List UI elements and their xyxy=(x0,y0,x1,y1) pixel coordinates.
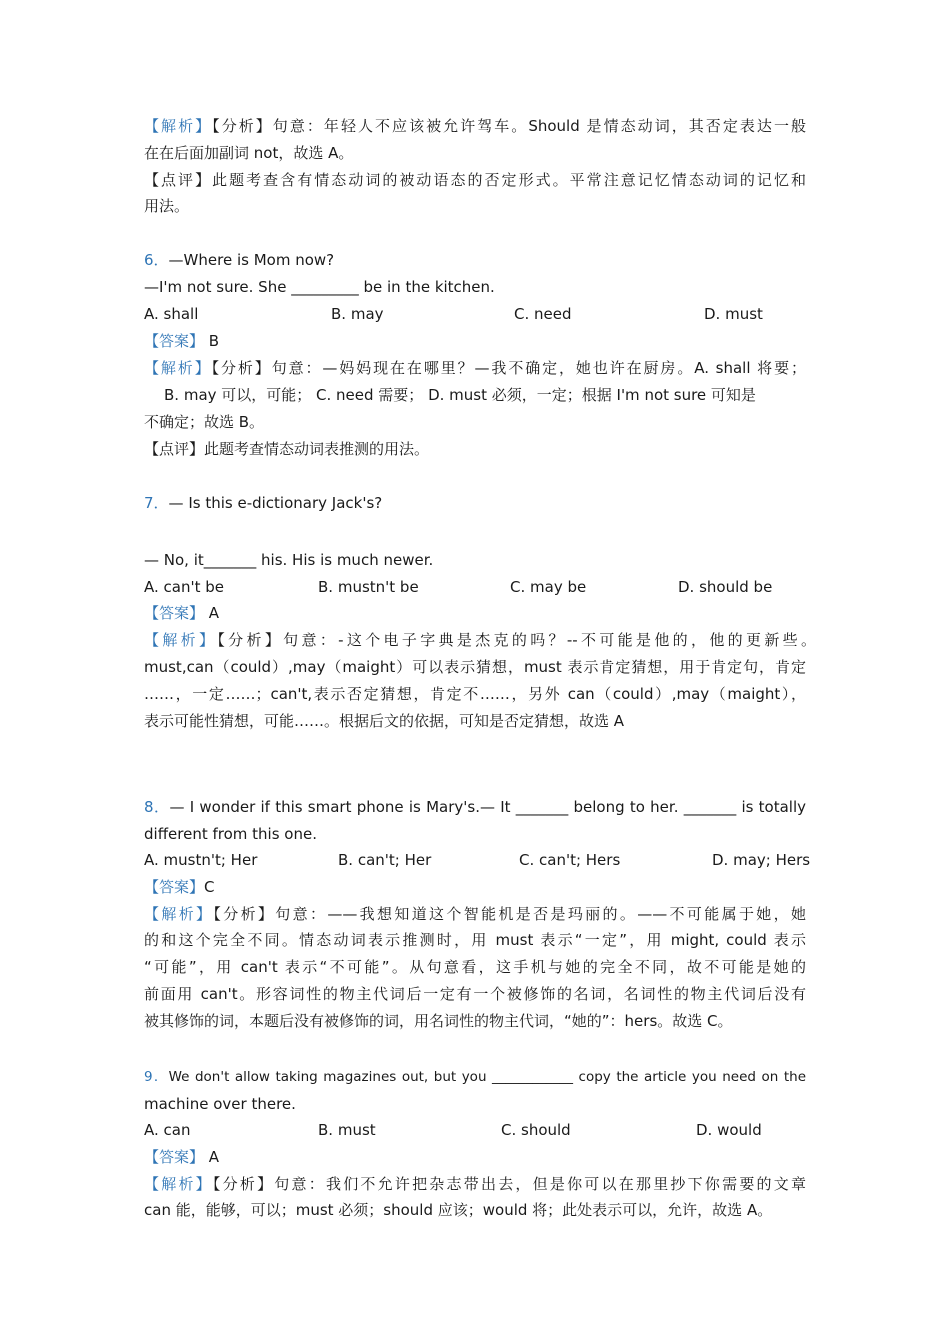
q8-analysis: 【解析】【分析】句意：——我想知道这个智能机是否是玛丽的。——不可能属于她，她 xyxy=(144,905,806,923)
q8-stem-line: different from this one. xyxy=(144,825,317,843)
q6-stem: 6．—Where is Mom now? xyxy=(144,251,335,269)
q7-analysis-line: ……，一定……；can't,表示否定猜想，肯定不……，另外 can（could）,may（maight）， xyxy=(144,685,806,703)
q6-option-d: D. must xyxy=(704,305,763,323)
answer-label: 【答案】 xyxy=(144,332,205,350)
q6-option-c: C. need xyxy=(514,305,572,323)
q7-analysis: 【解析】【分析】句意：-这个电子字典是杰克的吗？--不可能是他的，他的更新些。 xyxy=(144,631,816,649)
question-number: 8． xyxy=(144,798,170,816)
q9-option-d: D. would xyxy=(696,1121,762,1139)
q8-analysis-line: 被其修饰的词，本题后没有被修饰的词，用名词性的物主代词，“她的”：hers。故选 C。 xyxy=(144,1012,733,1030)
q5-comment: 【点评】此题考查含有情态动词的被动语态的否定形式。平常注意记忆情态动词的记忆和 xyxy=(144,171,806,189)
q9-option-b: B. must xyxy=(318,1121,376,1139)
q7-stem-line: — No, it_______ his. His is much newer. xyxy=(144,551,434,569)
q8-answer: 【答案】C xyxy=(144,878,215,896)
q8-analysis-line: 前面用 can't。形容词性的物主代词后一定有一个被修饰的名词，名词性的物主代词后没有 xyxy=(144,985,806,1003)
comment-label: 【点评】 xyxy=(144,440,205,458)
q7-analysis-line: 表示可能性猜想，可能……。根据后文的依据，可知是否定猜想，故选 A xyxy=(144,712,625,730)
q8-option-c: C. can't; Hers xyxy=(519,851,621,869)
q7-analysis-line: must,can（could）,may（maight）可以表示猜想，must 表示肯定猜想，用于肯定句，肯定 xyxy=(144,658,806,676)
q9-stem-line: machine over there. xyxy=(144,1095,296,1113)
q5-comment-line: 用法。 xyxy=(144,197,190,215)
q6-answer: 【答案】 B xyxy=(144,332,220,350)
q8-option-d: D. may; Hers xyxy=(712,851,811,869)
q8-option-a: A. mustn't; Her xyxy=(144,851,258,869)
comment-label: 【点评】 xyxy=(144,171,213,189)
q9-analysis: 【解析】【分析】句意：我们不允许把杂志带出去，但是你可以在那里抄下你需要的文章 xyxy=(144,1175,806,1193)
answer-label: 【答案】 xyxy=(144,604,205,622)
q7-option-a: A. can't be xyxy=(144,578,225,596)
question-number: 7． xyxy=(144,494,169,512)
q7-option-d: D. should be xyxy=(678,578,773,596)
q8-option-b: B. can't; Her xyxy=(338,851,432,869)
q6-analysis-line: 不确定；故选 B。 xyxy=(144,413,265,431)
q5-analysis-line: 【解析】【分析】句意：年轻人不应该被允许驾车。Should 是情态动词，其否定表达一般 xyxy=(144,117,806,135)
q8-stem: 8．— I wonder if this smart phone is Mary's.— It _______ belong to her. _______ is totally xyxy=(144,798,807,816)
q6-stem-line: —I'm not sure. She _________ be in the kitchen. xyxy=(144,278,495,296)
q6-comment: 【点评】此题考查情态动词表推测的用法。 xyxy=(144,440,430,458)
q6-option-b: B. may xyxy=(331,305,384,323)
question-number: 9． xyxy=(144,1069,169,1085)
q9-stem: 9．We don't allow taking magazines out, but you ____________ copy the article you need on the xyxy=(144,1069,806,1085)
question-number: 6． xyxy=(144,251,169,269)
analysis-label: 【解析】 xyxy=(144,117,213,135)
q6-analysis-line: B. may 可以，可能； C. need 需要； D. must 必须，一定；根据 I'm not sure 可知是 xyxy=(164,386,756,404)
analysis-label: 【解析】 xyxy=(144,1175,213,1193)
q8-analysis-line: 的和这个完全不同。情态动词表示推测时，用 must 表示“一定”，用 might, could 表示 xyxy=(144,931,806,949)
analysis-label: 【解析】 xyxy=(144,905,214,923)
q7-option-b: B. mustn't be xyxy=(318,578,419,596)
q5-analysis-line: 在在后面加副词 not，故选 A。 xyxy=(144,144,354,162)
q9-answer: 【答案】 A xyxy=(144,1148,220,1166)
analysis-label: 【解析】 xyxy=(144,359,212,377)
q8-analysis-line: “可能”，用 can't 表示“不可能”。从句意看，这手机与她的完全不同，故不可能是她的 xyxy=(144,958,806,976)
q9-option-a: A. can xyxy=(144,1121,191,1139)
q7-stem: 7．— Is this e-dictionary Jack's? xyxy=(144,494,383,512)
q9-analysis-line: can 能，能够，可以；must 必须；should 应该；would 将；此处表示可以，允许，故选 A。 xyxy=(144,1201,773,1219)
answer-label: 【答案】 xyxy=(144,1148,205,1166)
q6-option-a: A. shall xyxy=(144,305,199,323)
q9-option-c: C. should xyxy=(501,1121,571,1139)
answer-label: 【答案】 xyxy=(144,878,205,896)
q6-analysis: 【解析】【分析】句意：—妈妈现在在哪里？—我不确定，她也许在厨房。A. shall 将要； xyxy=(144,359,806,377)
q7-answer: 【答案】 A xyxy=(144,604,220,622)
q7-option-c: C. may be xyxy=(510,578,587,596)
analysis-label: 【解析】 xyxy=(144,631,218,649)
